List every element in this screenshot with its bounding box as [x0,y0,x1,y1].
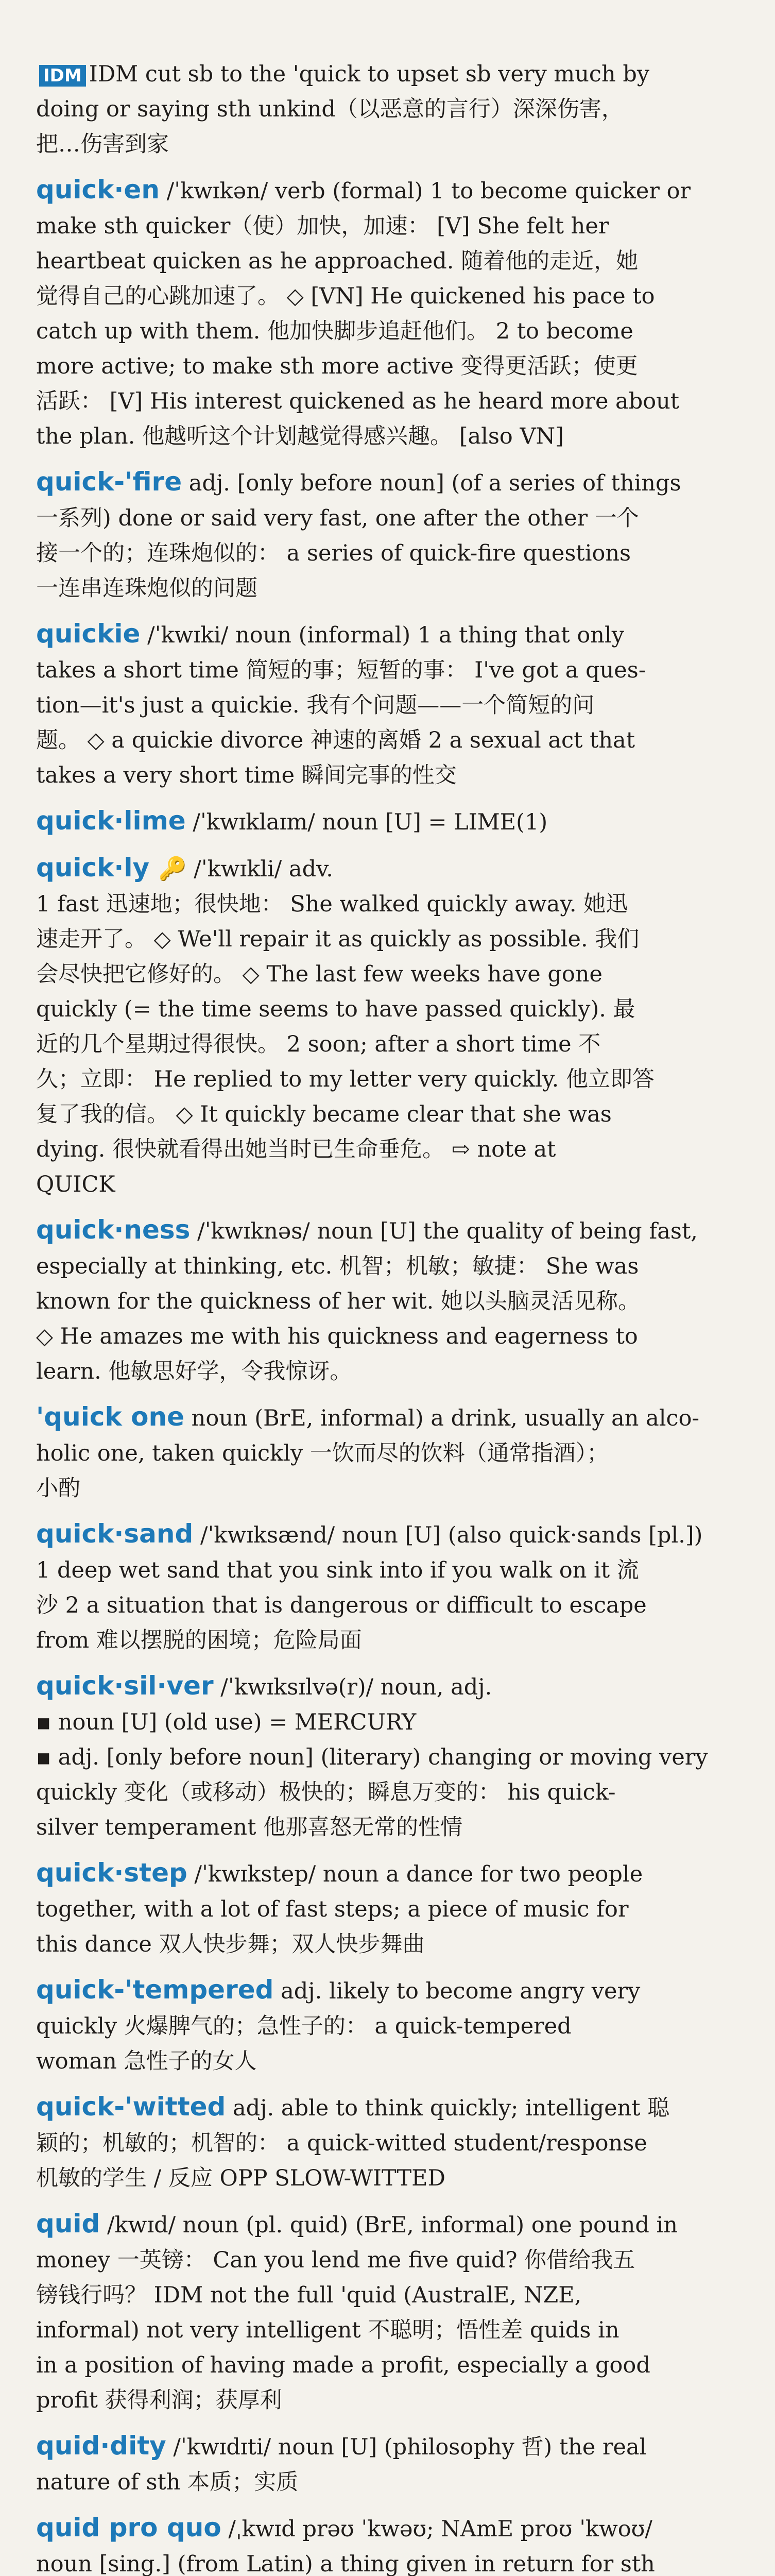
headword: quick·lime [36,806,186,836]
entry-line: more active; to make sth more active 变得更活跃；使更 [36,353,638,379]
entry-line: quick·sil·ver /ˈkwɪksɪlvə(r)/ noun, adj. [36,1671,492,1701]
entry-line: the plan. 他越听这个计划越觉得感兴趣。 [also VN] [36,423,564,449]
idiom-badge: IDM [39,65,86,87]
entry-quicken [36,172,761,454]
entry-line: from 难以摆脱的困境；危险局面 [36,1628,362,1653]
entry-line: 机敏的学生 / 反应 OPP SLOW-WITTED [36,2165,445,2191]
entry-line: 复了我的信。 ◇ It quickly became clear that she was [36,1101,612,1127]
entry-line: nature of sth 本质；实质 [36,2469,299,2495]
entry-idiom-cut-to-quick [36,57,761,162]
entry-quiddity [36,2428,761,2500]
entry-line: ◇ He amazes me with his quickness and eagerness to [36,1324,638,1349]
entry-quicklime [36,803,761,840]
entry-line: learn. 他敏思好学，令我惊讶。 [36,1359,352,1384]
entry-line: quick-'tempered adj. likely to become angry very [36,1975,641,2005]
entry-line: ▪ adj. [only before noun] (literary) changing or moving very [36,1744,708,1770]
entry-line: 颖的；机敏的；机智的： a quick-witted student/response [36,2130,647,2156]
entry-line: quick·en /ˈkwɪkən/ verb (formal) 1 to become quicker or [36,175,691,205]
entry-line: 觉得自己的心跳加速了。 ◇ [VN] He quickened his pace to [36,283,655,309]
entry-line: 'quick one noun (BrE, informal) a drink, usually an alco- [36,1402,700,1432]
entry-line: ▪ noun [U] (old use) = MERCURY [36,1709,417,1735]
entry-line: takes a short time 简短的事；短暂的事： I've got a ques- [36,657,646,683]
entry-line: quid·dity /ˈkwɪdɪti/ noun [U] (philosophy 哲) the real [36,2431,647,2461]
entry-line: 题。 ◇ a quickie divorce 神速的离婚 2 a sexual act that [36,727,635,753]
entry-line: quick·ly 🔑 /ˈkwɪkli/ adv. [36,853,333,883]
entry-line: 一连串连珠炮似的问题 [36,575,257,601]
entry-quick-witted [36,2089,761,2196]
headword: quick-'fire [36,467,182,497]
entry-line: make sth quicker（使）加快，加速： [V] She felt her [36,213,609,239]
headword: quick-'witted [36,2092,226,2122]
entry-line: tion—it's just a quickie. 我有个问题——一个简短的问 [36,692,595,718]
entry-line: quick-'witted adj. able to think quickly; intelligent 聪 [36,2092,670,2122]
entry-line: dying. 很快就看得出她当时已生命垂危。 ⇨ note at [36,1137,556,1162]
entry-line: quick·sand /ˈkwɪksænd/ noun [U] (also quick·sands [pl.]) [36,1519,703,1549]
entry-line: noun [sing.] (from Latin) a thing given in return for sth [36,2551,655,2576]
entry-quickie [36,616,761,793]
entry-line: quickly 变化（或移动）极快的；瞬息万变的： his quick- [36,1780,616,1805]
headword: quick-'tempered [36,1975,274,2005]
entry-line: takes a very short time 瞬间完事的性交 [36,762,457,788]
entry-line: quick-'fire adj. [only before noun] (of a series of things [36,467,681,497]
entry-line: quid pro quo /ˌkwɪd prəʊ ˈkwəʊ; NAmE proʊ ˈkwoʊ/ [36,2513,652,2543]
entry-line: quick·ness /ˈkwɪknəs/ noun [U] the quality of being fast, [36,1215,698,1245]
headword: quid [36,2209,100,2239]
entry-quick-tempered [36,1972,761,2079]
entry-line: 活跃： [V] His interest quickened as he heard more about [36,388,680,414]
headword: quid pro quo [36,2513,221,2543]
entry-line: QUICK [36,1172,115,1197]
entry-line: in a position of having made a profit, especially a good [36,2352,650,2378]
entry-quickstep [36,1855,761,1962]
headword: quick·ness [36,1215,191,1245]
entry-line: heartbeat quicken as he approached. 随着他的走近，她 [36,248,639,274]
entry-line: 小酌 [36,1476,80,1501]
entry-quickness [36,1212,761,1389]
entry-line: 镑钱行吗？ IDM not the full 'quid (AustralE, NZE, [36,2282,582,2308]
headword: quid·dity [36,2431,166,2461]
entry-line: 接一个的；连珠炮似的： a series of quick-fire questions [36,540,631,566]
entry-line: silver temperament 他那喜怒无常的性情 [36,1815,463,1840]
entry-line: especially at thinking, etc. 机智；机敏；敏捷： She was [36,1253,639,1279]
headword: quick·en [36,175,160,205]
entry-line: quickly (= the time seems to have passed quickly). 最 [36,996,635,1022]
headword: quickie [36,619,141,649]
entry-line: quick·lime /ˈkwɪklaɪm/ noun [U] = LIME(1) [36,806,548,836]
entry-quicksilver [36,1668,761,1845]
headword: quick·sil·ver [36,1671,214,1701]
headword: quick·sand [36,1519,194,1549]
entry-line: catch up with them. 他加快脚步追赶他们。 2 to become [36,318,633,344]
entry-line: woman 急性子的女人 [36,2048,257,2074]
entry-quid [36,2206,761,2418]
entry-quicksand [36,1516,761,1658]
entry-line: 速走开了。 ◇ We'll repair it as quickly as possible. 我们 [36,926,640,952]
entry-quick-one [36,1399,761,1506]
entry-line: 一系列) done or said very fast, one after the other 一个 [36,505,639,531]
entry-line: 1 fast 迅速地；很快地： She walked quickly away. 她迅 [36,891,628,917]
entry-line: 沙 2 a situation that is dangerous or difficult to escape [36,1592,647,1618]
key-icon: 🔑 [158,856,187,882]
entry-line: informal) not very intelligent 不聪明；悟性差 quids in [36,2317,619,2343]
entry-line: 近的几个星期过得很快。 2 soon; after a short time 不 [36,1031,601,1057]
entry-line: quickie /ˈkwɪki/ noun (informal) 1 a thing that only [36,619,624,649]
entry-line: doing or saying sth unkind（以恶意的言行）深深伤害， [36,96,624,122]
entry-quid-pro-quo [36,2510,761,2576]
entry-line: holic one, taken quickly 一饮而尽的饮料（通常指酒）； [36,1440,609,1466]
entry-line: money 一英镑： Can you lend me five quid? 你借给我五 [36,2247,635,2273]
headword: quick·ly [36,853,150,883]
entry-line: profit 获得利润；获厚利 [36,2387,282,2413]
entry-line: together, with a lot of fast steps; a piece of music for [36,1896,629,1922]
entry-line: 会尽快把它修好的。 ◇ The last few weeks have gone [36,961,602,987]
entry-quick-fire [36,464,761,606]
entry-line: quid /kwɪd/ noun (pl. quid) (BrE, informal) one pound in [36,2209,678,2239]
entry-line: 久；立即： He replied to my letter very quickly. 他立即答 [36,1066,655,1092]
entry-line: 1 deep wet sand that you sink into if you walk on it 流 [36,1557,639,1583]
entry-line: this dance 双人快步舞；双人快步舞曲 [36,1931,425,1957]
entry-line: quickly 火爆脾气的；急性子的： a quick-tempered [36,2013,572,2039]
entry-line: IDM IDM cut sb to the 'quick to upset sb very much by [36,57,761,92]
entry-quickly [36,850,761,1202]
entry-line: quick·step /ˈkwɪkstep/ noun a dance for two people [36,1858,643,1888]
headword: 'quick one [36,1402,184,1432]
entry-line: 把…伤害到家 [36,131,169,157]
entry-line: known for the quickness of her wit. 她以头脑灵活见称。 [36,1289,640,1314]
headword: quick·step [36,1858,187,1888]
